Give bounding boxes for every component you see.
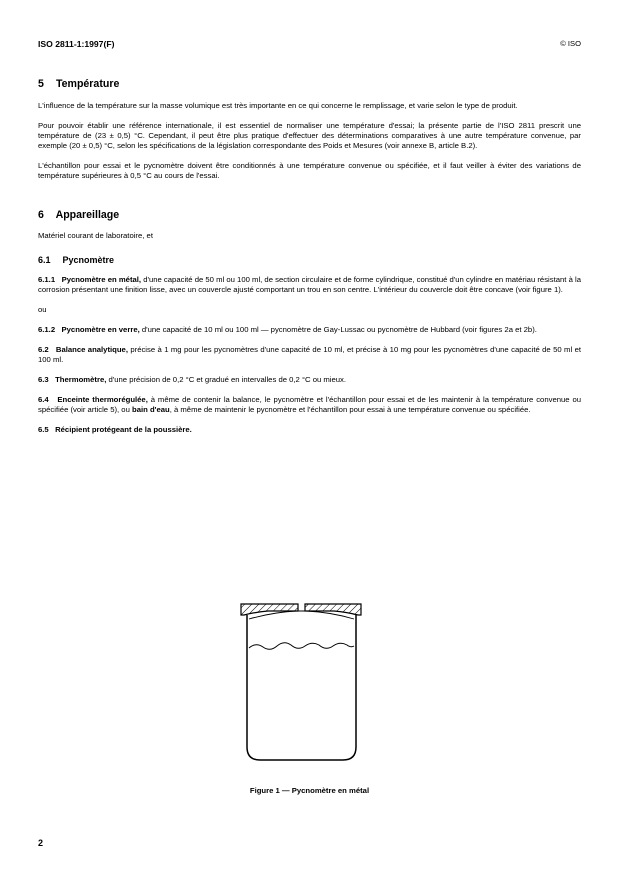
clause-number: 6.2 bbox=[38, 344, 49, 354]
clause-number: 6.1.2 bbox=[38, 324, 56, 334]
clause-term: Balance analytique, bbox=[55, 344, 128, 354]
pycnometer-lid bbox=[241, 604, 361, 615]
section-number: 6.1 bbox=[38, 254, 51, 265]
clause-text-2: , à même de maintenir le pycnomètre et l'échantillon pour essai à une température convenue ou spécifiée. bbox=[169, 405, 531, 415]
clause-term: Pycnomètre en métal, bbox=[61, 274, 142, 284]
clause-term: Pycnomètre en verre, bbox=[61, 324, 140, 334]
or-text: ou bbox=[38, 304, 47, 314]
section-5-paragraph-1: L'influence de la température sur la masse volumique est très importante en ce qui concerne le remplissage, et varie selon le type de produit. bbox=[38, 101, 518, 110]
liquid-surface-line bbox=[249, 643, 354, 650]
section-number: 5 bbox=[38, 78, 44, 90]
pycnometer-body bbox=[247, 611, 356, 760]
clause-term: Thermomètre, bbox=[55, 375, 107, 385]
clause-number: 6.3 bbox=[38, 375, 49, 385]
clause-term: Récipient protégeant de la poussière. bbox=[55, 425, 192, 435]
section-title: Température bbox=[55, 78, 120, 90]
figure-caption: Figure 1 — Pycnomètre en métal bbox=[249, 786, 370, 795]
header-copyright: © ISO bbox=[560, 39, 581, 48]
clause-text: d'une précision de 0,2 °C et gradué en intervalles de 0,2 °C ou mieux. bbox=[106, 375, 347, 385]
section-title: Appareillage bbox=[55, 209, 120, 222]
clause-term-2: bain d'eau bbox=[132, 405, 170, 415]
clause-number: 6.4 bbox=[38, 395, 49, 405]
clause-text: d'une capacité de 10 ml ou 100 ml — pycnomètre de Gay-Lussac ou pycnomètre de Hubbard (voir figures 2a et 2b). bbox=[139, 324, 537, 334]
section-title: Pycnomètre bbox=[62, 254, 115, 265]
clause-text: d'une capacité de 50 ml ou 100 ml, de section circulaire et de forme cylindrique, constitué d'un cylindre en matériau résistant à la corrosion présentant une finition lisse, avec un couvercle ajusté comportant un trou en son centre. L'intérieur du couvercle doit être concave (voir figure 1). bbox=[38, 274, 581, 294]
section-5-paragraph-2: Pour pouvoir établir une référence internationale, il est essentiel de normaliser une température d'essai; la présente partie de l'ISO 2811 prescrit une température de (23 ± 0,5) °C. Cependant, il peut être plus pratique d'effectuer des déterminations comparatives à une autre température convenue, par exemple (20 ± 0,5) °C, selon les spécifications de la législation correspondante des Poids et Mesures (voir annexe B, article B.2). bbox=[38, 121, 581, 151]
clause-term: Enceinte thermorégulée, bbox=[57, 395, 148, 405]
clause-number: 6.1.1 bbox=[38, 274, 56, 284]
clause-text: à même de contenir la balance, le pycnomètre et l'échantillon pour essai et de les maintenir à la température convenue ou spécifiée (voir article 5), ou bbox=[38, 395, 582, 415]
section-number: 6 bbox=[38, 209, 44, 222]
clause-number: 6.5 bbox=[38, 425, 49, 435]
header-document-id: ISO 2811-1:1997(F) bbox=[38, 39, 115, 49]
clause-text: précise à 1 mg pour les pycnomètres d'une capacité de 10 ml, et précise à 10 mg pour les pycnomètres d'une capacité de 50 ml et 100 ml. bbox=[38, 344, 581, 364]
section-5-paragraph-3: L'échantillon pour essai et le pycnomètre doivent être conditionnés à une température convenue ou spécifiée, et il faut veiller à éviter des variations de température supérieures à 0,5 °C au cours de l'essai. bbox=[38, 161, 581, 181]
section-6-intro: Matériel courant de laboratoire, et bbox=[38, 231, 153, 241]
page-number: 2 bbox=[38, 838, 44, 848]
